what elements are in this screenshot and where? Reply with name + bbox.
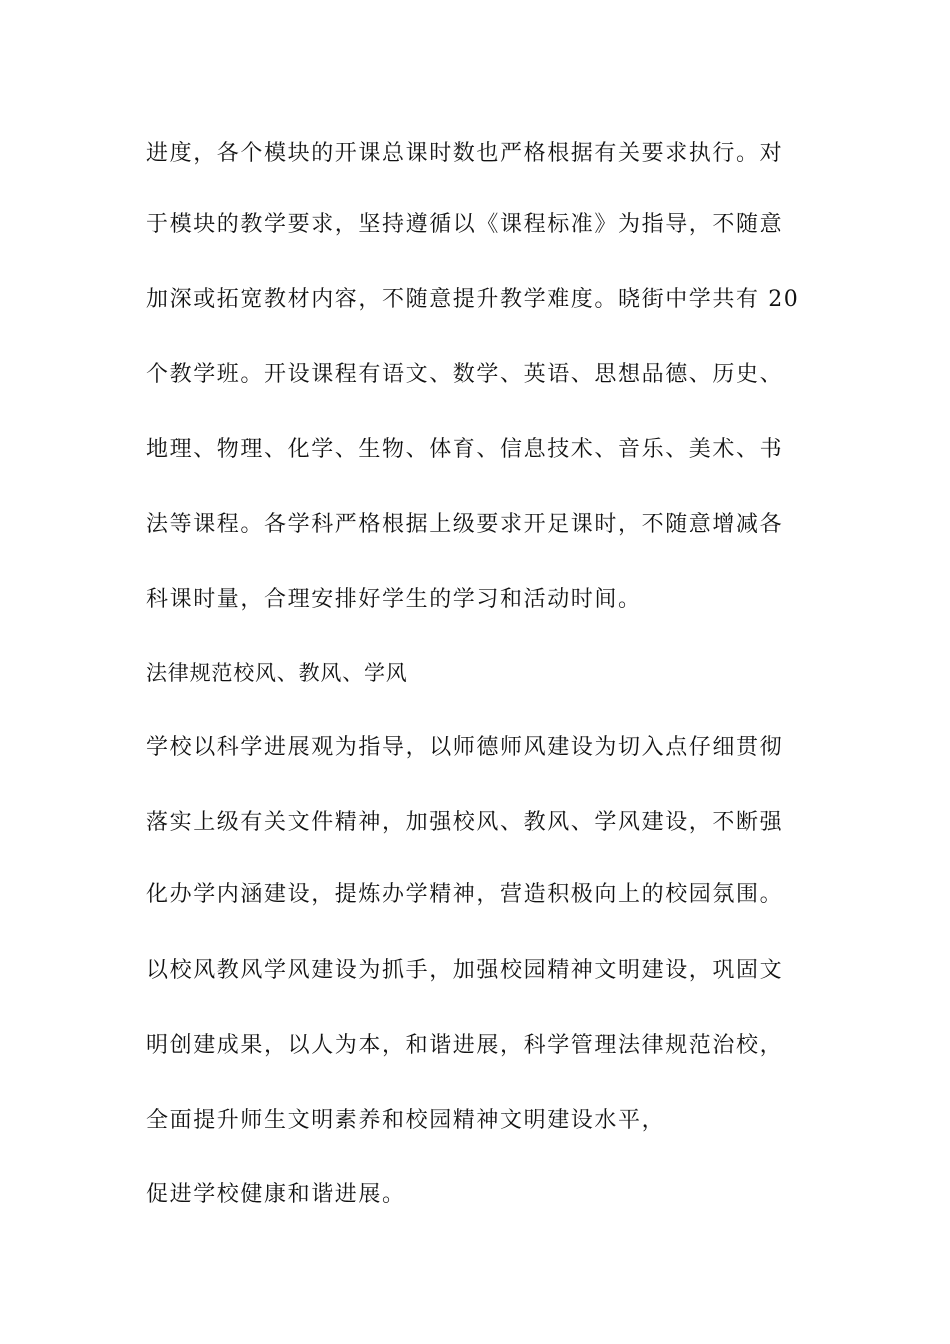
paragraph-line: 促进学校健康和谐进展。 bbox=[146, 1182, 406, 1207]
paragraph-line: 个教学班。开设课程有语文、数学、英语、思想品德、历史、 bbox=[146, 362, 784, 387]
paragraph-line: 全面提升师生文明素养和校园精神文明建设水平， bbox=[146, 1108, 666, 1133]
paragraph-line: 落实上级有关文件精神，加强校风、教风、学风建设，不断强 bbox=[146, 810, 784, 835]
paragraph-line: 法等课程。各学科严格根据上级要求开足课时，不随意增减各 bbox=[146, 512, 784, 537]
paragraph-line: 于模块的教学要求，坚持遵循以《课程标准》为指导，不随意 bbox=[146, 212, 784, 237]
paragraph-line: 学校以科学进展观为指导，以师德师风建设为切入点仔细贯彻 bbox=[146, 735, 784, 760]
paragraph-line: 明创建成果，以人为本，和谐进展，科学管理法律规范治校， bbox=[146, 1033, 784, 1058]
paragraph-line: 进度，各个模块的开课总课时数也严格根据有关要求执行。对 bbox=[146, 141, 784, 166]
paragraph-line: 加深或拓宽教材内容，不随意提升教学难度。晓街中学共有 20 bbox=[146, 287, 800, 312]
paragraph-line: 以校风教风学风建设为抓手，加强校园精神文明建设，巩固文 bbox=[146, 958, 784, 983]
paragraph-line: 地理、物理、化学、生物、体育、信息技术、音乐、美术、书 bbox=[146, 437, 784, 462]
paragraph-line: 化办学内涵建设，提炼办学精神，营造积极向上的校园氛围。 bbox=[146, 882, 784, 907]
paragraph-line: 科课时量，合理安排好学生的学习和活动时间。 bbox=[146, 587, 642, 612]
section-heading: 法律规范校风、教风、学风 bbox=[146, 661, 408, 685]
